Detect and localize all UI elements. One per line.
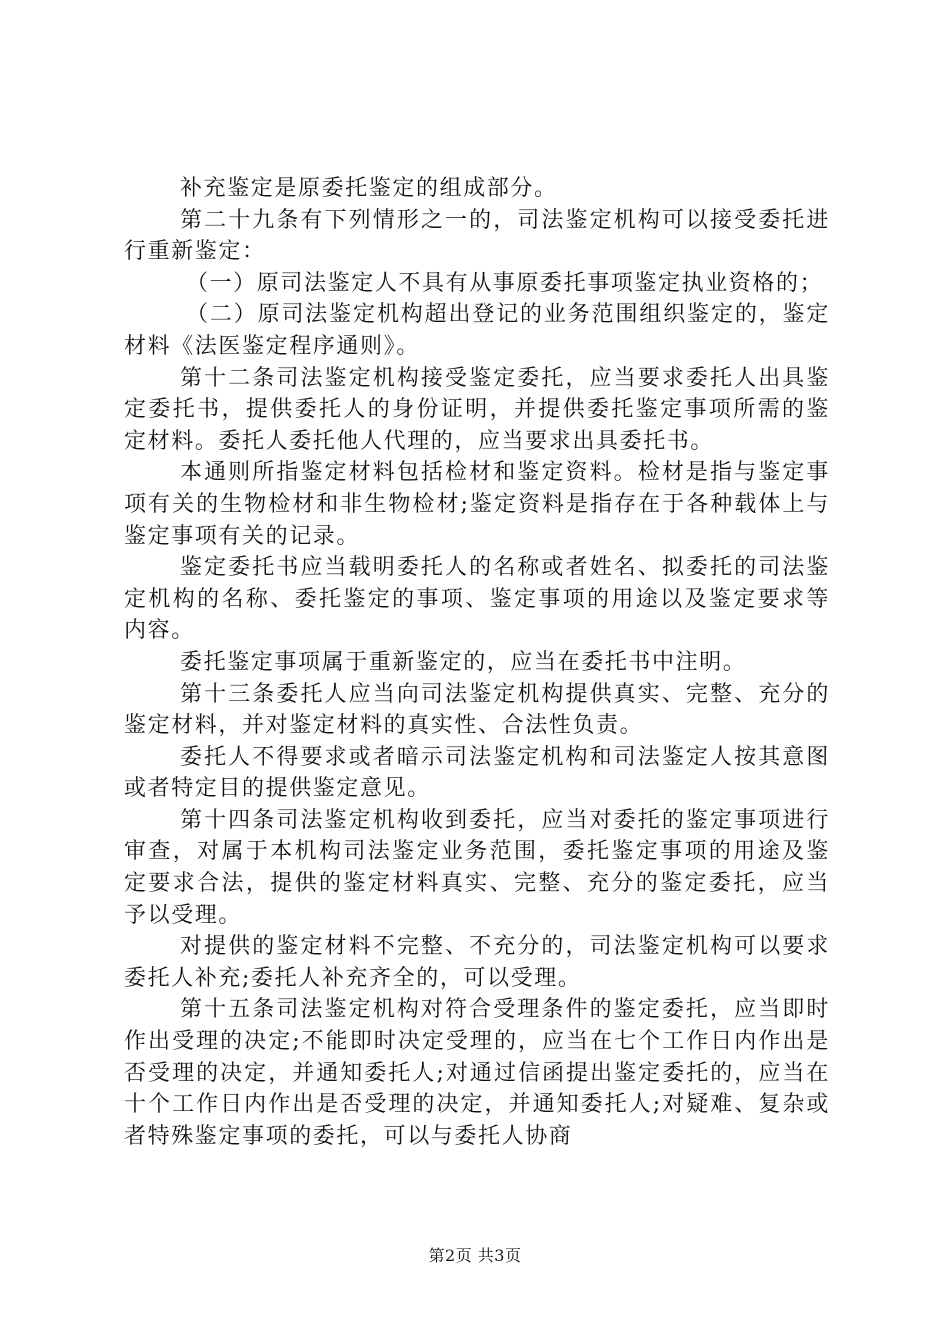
paragraph-13: 第十五条司法鉴定机构对符合受理条件的鉴定委托，应当即时作出受理的决定;不能即时决定受理的，应当在七个工作日内作出是否受理的决定，并通知委托人;对通过信函提出鉴定委托的，应当在十个工作日内作出是否受理的决定，并通知委托人;对疑难、复杂或者特殊鉴定事项的委托，可以与委托人协商	[124, 997, 830, 1149]
paragraph-8: 委托鉴定事项属于重新鉴定的，应当在委托书中注明。	[180, 649, 747, 675]
paragraph-9: 第十三条委托人应当向司法鉴定机构提供真实、完整、充分的鉴定材料，并对鉴定材料的真实性、合法性负责。	[124, 681, 830, 739]
document-body	[124, 173, 830, 1152]
paragraph-3: （一）原司法鉴定人不具有从事原委托事项鉴定执业资格的；	[186, 270, 824, 296]
paragraph-5: 第十二条司法鉴定机构接受鉴定委托，应当要求委托人出具鉴定委托书，提供委托人的身份证明，并提供委托鉴定事项所需的鉴定材料。委托人委托他人代理的，应当要求出具委托书。	[124, 365, 830, 454]
paragraph-10: 委托人不得要求或者暗示司法鉴定机构和司法鉴定人按其意图或者特定目的提供鉴定意见。	[124, 744, 830, 802]
paragraph-11: 第十四条司法鉴定机构收到委托，应当对委托的鉴定事项进行审查，对属于本机构司法鉴定业务范围，委托鉴定事项的用途及鉴定要求合法，提供的鉴定材料真实、完整、充分的鉴定委托，应当予以受理。	[124, 807, 830, 928]
paragraph-12: 对提供的鉴定材料不完整、不充分的，司法鉴定机构可以要求委托人补充;委托人补充齐全的，可以受理。	[124, 934, 830, 991]
paragraph-4: （二）原司法鉴定机构超出登记的业务范围组织鉴定的，鉴定材料《法医鉴定程序通则》。	[124, 302, 830, 359]
paragraph-6: 本通则所指鉴定材料包括检材和鉴定资料。检材是指与鉴定事项有关的生物检材和非生物检材;鉴定资料是指存在于各种载体上与鉴定事项有关的记录。	[124, 460, 830, 549]
paragraph-7: 鉴定委托书应当载明委托人的名称或者姓名、拟委托的司法鉴定机构的名称、委托鉴定的事项、鉴定事项的用途以及鉴定要求等内容。	[124, 555, 830, 644]
paragraph-1: 补充鉴定是原委托鉴定的组成部分。	[180, 176, 558, 201]
paragraph-2: 第二十九条有下列情形之一的，司法鉴定机构可以接受委托进行重新鉴定：	[124, 207, 830, 265]
page-footer: 第2页 共3页	[428, 1246, 522, 1265]
